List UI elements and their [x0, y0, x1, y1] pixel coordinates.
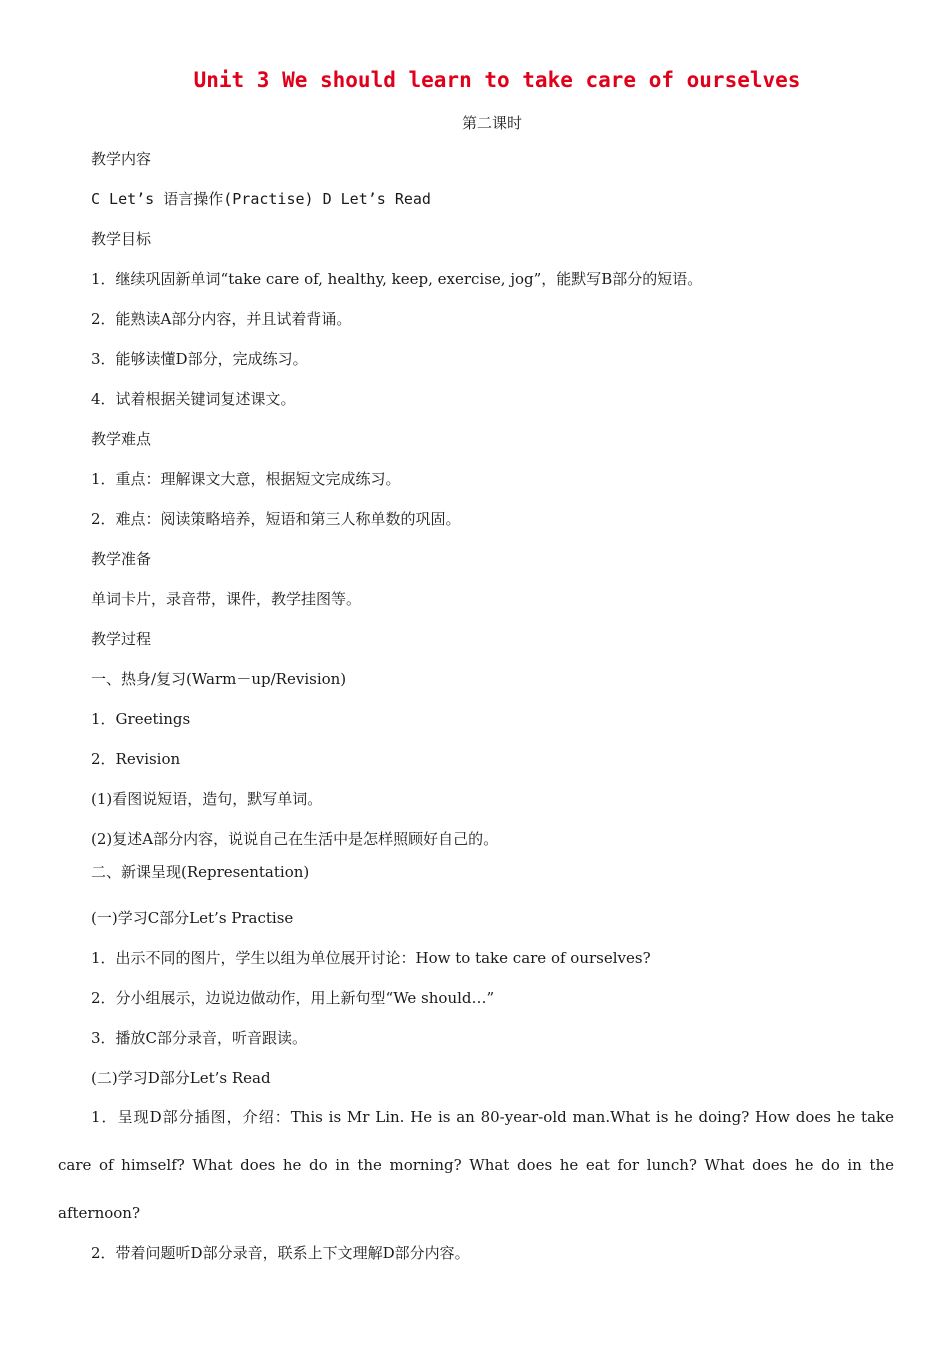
- goal-item: 4．试着根据关键词复述课文。: [91, 390, 296, 408]
- process-section: 一、热身/复习(Warm－up/Revision): [91, 670, 347, 688]
- process-item: 1．出示不同的图片，学生以组为单位展开讨论：How to take care of ourselves?: [91, 949, 651, 967]
- heading-teaching-goals: 教学目标: [91, 230, 152, 248]
- preparation-item: 单词卡片，录音带，课件，教学挂图等。: [91, 590, 362, 608]
- process-section: 二、新课呈现(Representation): [91, 863, 310, 881]
- process-paragraph: 1．呈现D部分插图，介绍：This is Mr Lin. He is an 80-year-old man.What is he doing? How does he take care of himself? What does he do in the morning? What does he eat for lunch? What does he do in the afternoon?: [58, 1108, 894, 1222]
- goal-item: 3．能够读懂D部分，完成练习。: [91, 350, 308, 368]
- process-subsection: (二)学习D部分Let’s Read: [91, 1069, 271, 1087]
- process-subsection: (一)学习C部分Let’s Practise: [91, 909, 294, 927]
- process-subitem: (2)复述A部分内容，说说自己在生活中是怎样照顾好自己的。: [91, 830, 499, 848]
- process-item: 2．分小组展示，边说边做动作，用上新句型“We should…”: [91, 989, 495, 1007]
- content-line: C Let’s 语言操作(Practise) D Let’s Read: [91, 190, 431, 208]
- heading-difficulties: 教学难点: [91, 430, 152, 448]
- process-item: 1．Greetings: [91, 710, 191, 728]
- process-subitem: (1)看图说短语，造句，默写单词。: [91, 790, 323, 808]
- process-item: 2．带着问题听D部分录音，联系上下文理解D部分内容。: [91, 1244, 470, 1262]
- goal-item: 1．继续巩固新单词“take care of, healthy, keep, exercise, jog”，能默写B部分的短语。: [91, 270, 703, 288]
- heading-process: 教学过程: [91, 630, 152, 648]
- heading-preparation: 教学准备: [91, 550, 152, 568]
- document-title: Unit 3 We should learn to take care of ourselves: [193, 68, 801, 92]
- lesson-subtitle: 第二课时: [461, 114, 522, 132]
- heading-teaching-content: 教学内容: [91, 150, 152, 168]
- process-item: 2．Revision: [91, 750, 181, 768]
- difficulty-item: 2．难点：阅读策略培养，短语和第三人称单数的巩固。: [91, 510, 461, 528]
- difficulty-item: 1．重点：理解课文大意，根据短文完成练习。: [91, 470, 401, 488]
- process-item: 3．播放C部分录音，听音跟读。: [91, 1029, 308, 1047]
- goal-item: 2．能熟读A部分内容，并且试着背诵。: [91, 310, 352, 328]
